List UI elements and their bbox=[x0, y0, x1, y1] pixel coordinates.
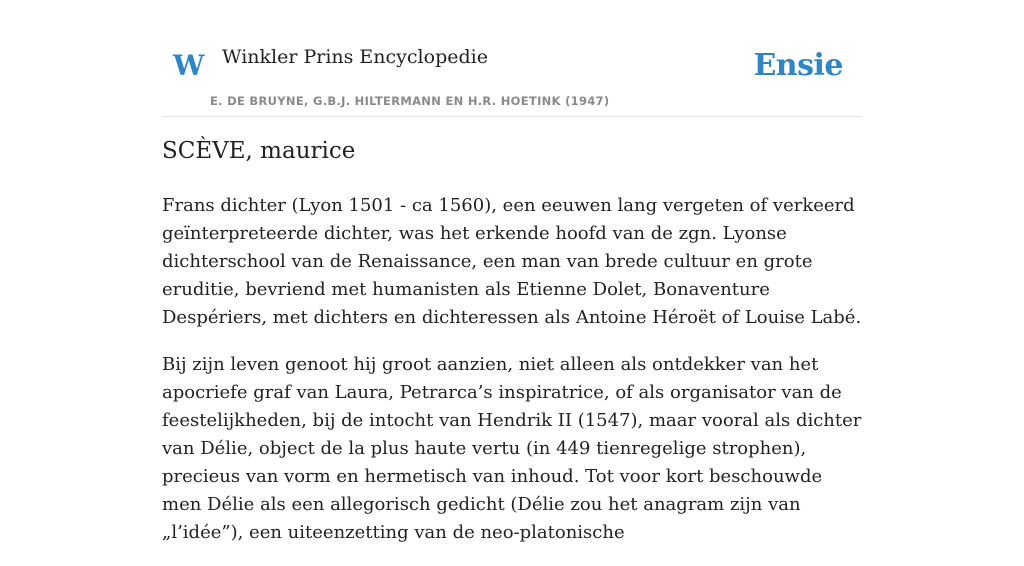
encyclopedia-authors: E. DE BRUYNE, G.B.J. HILTERMANN EN H.R. HOETINK (1947) bbox=[210, 94, 610, 108]
article-paragraph: Frans dichter (Lyon 1501 - ca 1560), een eeuwen lang vergeten of verkeerd geïnterpreteerde dichter, was het erkende hoofd van de zgn. Lyonse dichterschool van de Renaissance, een man van brede cultuur en grote eruditie, bevriend met humanisten als Etienne Dolet, Bonaventure Despériers, met dichters en dichteressen als Antoine Héroët of Louise Labé. bbox=[162, 195, 862, 328]
site-header bbox=[162, 0, 862, 117]
article-title: SCÈVE, maurice bbox=[162, 138, 356, 164]
encyclopedia-title[interactable]: Winkler Prins Encyclopedie bbox=[222, 46, 488, 68]
article-paragraph: Bij zijn leven genoot hij groot aanzien, niet alleen als ontdekker van het apocriefe graf van Laura, Petrarca’s inspiratrice, of als organisator van de feestelijkheden, bij de intocht van Hendrik II (1547), maar vooral als dichter van Délie, object de la plus haute vertu (in 449 tienregelige strophen), precieus van vorm en hermetisch van inhoud. Tot voor kort beschouwde men Délie als een allegorisch gedicht (Délie zou het anagram zijn van „l’idée”), een uiteenzetting van de neo-platonische bbox=[162, 354, 862, 543]
ensie-logo[interactable]: Ensie bbox=[753, 48, 843, 83]
winkler-prins-logo[interactable]: W bbox=[173, 49, 205, 82]
article-body bbox=[162, 192, 862, 566]
